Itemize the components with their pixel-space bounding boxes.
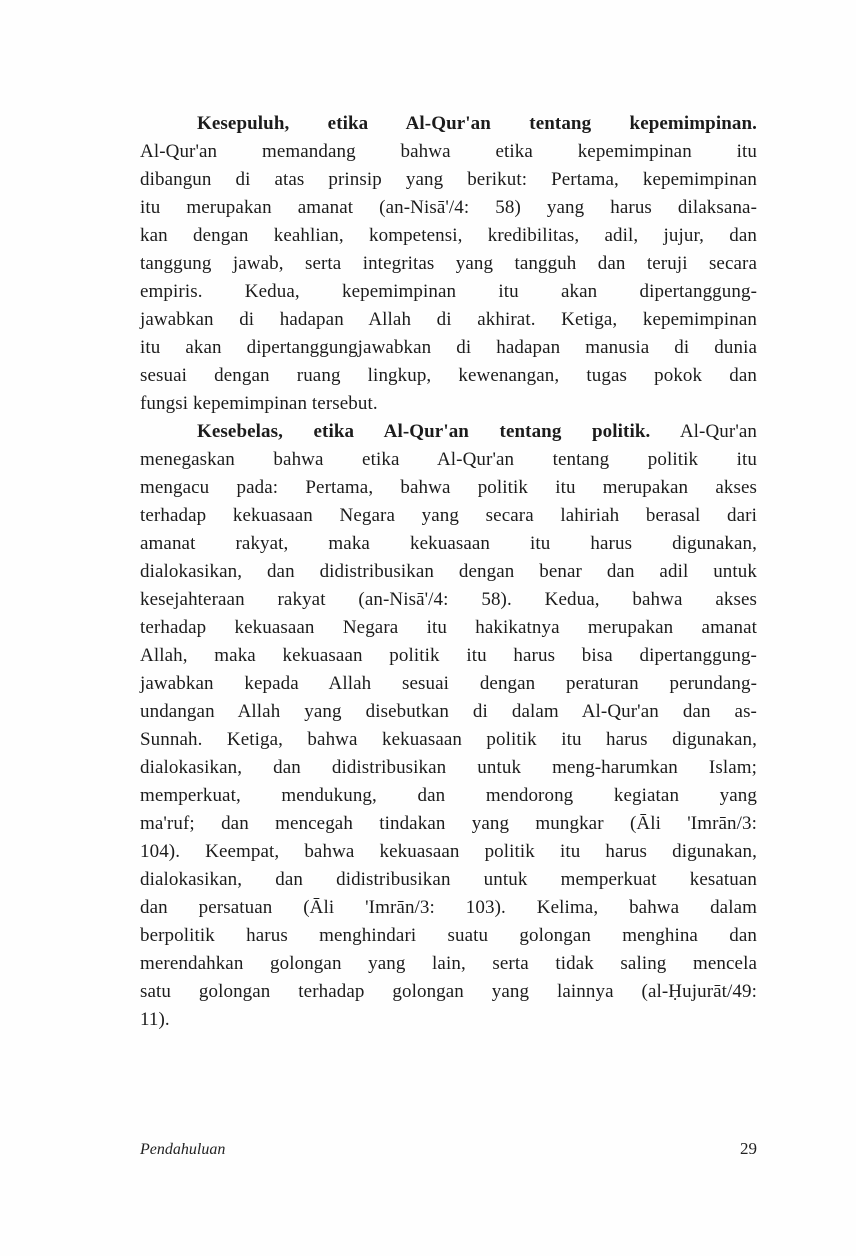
text-line: itu akan dipertanggungjawabkan di hadapan manusia di dunia [140,337,757,358]
text-line: kesejahteraan rakyat (an-Nisā'/4: 58). Kedua, bahwa akses [140,589,757,610]
paragraph-kesebelas [140,418,757,1034]
text-line [140,418,757,446]
text-line: ma'ruf; dan mencegah tindakan yang mungkar (Āli 'Imrān/3: [140,813,757,834]
paragraph-lead-bold: Kesepuluh, etika Al-Qur'an tentang kepemimpinan. [197,113,757,134]
text-line: kan dengan keahlian, kompetensi, kredibilitas, adil, jujur, dan [140,225,757,246]
text-block [140,110,757,1034]
text-line: undangan Allah yang disebutkan di dalam Al-Qur'an dan as- [140,701,757,722]
text-line: amanat rakyat, maka kekuasaan itu harus digunakan, [140,533,757,554]
text-line: jawabkan di hadapan Allah di akhirat. Ketiga, kepemimpinan [140,309,757,330]
text-line: tanggung jawab, serta integritas yang tangguh dan teruji secara [140,253,757,274]
text-line: mengacu pada: Pertama, bahwa politik itu merupakan akses [140,477,757,498]
text-line: merendahkan golongan yang lain, serta tidak saling mencela [140,953,757,974]
text-line: empiris. Kedua, kepemimpinan itu akan dipertanggung- [140,281,757,302]
text-line: sesuai dengan ruang lingkup, kewenangan, tugas pokok dan [140,365,757,386]
text-line: satu golongan terhadap golongan yang lainnya (al-Ḥujurāt/49: [140,981,757,1002]
text-line: Al-Qur'an memandang bahwa etika kepemimpinan itu [140,141,757,162]
running-header-section: Pendahuluan [140,1141,226,1158]
text-line: dialokasikan, dan didistribusikan dengan benar dan adil untuk [140,561,757,582]
text-line: jawabkan kepada Allah sesuai dengan peraturan perundang- [140,673,757,694]
paragraph-kesepuluh [140,110,757,418]
text-line: Sunnah. Ketiga, bahwa kekuasaan politik itu harus digunakan, [140,729,757,750]
text-line: terhadap kekuasaan Negara itu hakikatnya merupakan amanat [140,617,757,638]
text-line: terhadap kekuasaan Negara yang secara lahiriah berasal dari [140,505,757,526]
text-line: dialokasikan, dan didistribusikan untuk memperkuat kesatuan [140,869,757,890]
paragraph-lead-bold: Kesebelas, etika Al-Qur'an tentang politik. [197,421,651,442]
text-line: menegaskan bahwa etika Al-Qur'an tentang politik itu [140,449,757,470]
text-line: itu merupakan amanat (an-Nisā'/4: 58) yang harus dilaksana- [140,197,757,218]
text-line: fungsi kepemimpinan tersebut. [140,393,378,414]
text-line: dan persatuan (Āli 'Imrān/3: 103). Kelima, bahwa dalam [140,897,757,918]
paragraph-lead-rest: Al-Qur'an [679,421,757,442]
text-line: dialokasikan, dan didistribusikan untuk meng-harumkan Islam; [140,757,757,778]
text-line: 104). Keempat, bahwa kekuasaan politik itu harus digunakan, [140,841,757,862]
page-number: 29 [740,1139,757,1158]
text-line: berpolitik harus menghindari suatu golongan menghina dan [140,925,757,946]
text-line: 11). [140,1009,170,1030]
text-line: dibangun di atas prinsip yang berikut: Pertama, kepemimpinan [140,169,757,190]
text-line: memperkuat, mendukung, dan mendorong kegiatan yang [140,785,757,806]
text-line: Allah, maka kekuasaan politik itu harus bisa dipertanggung- [140,645,757,666]
